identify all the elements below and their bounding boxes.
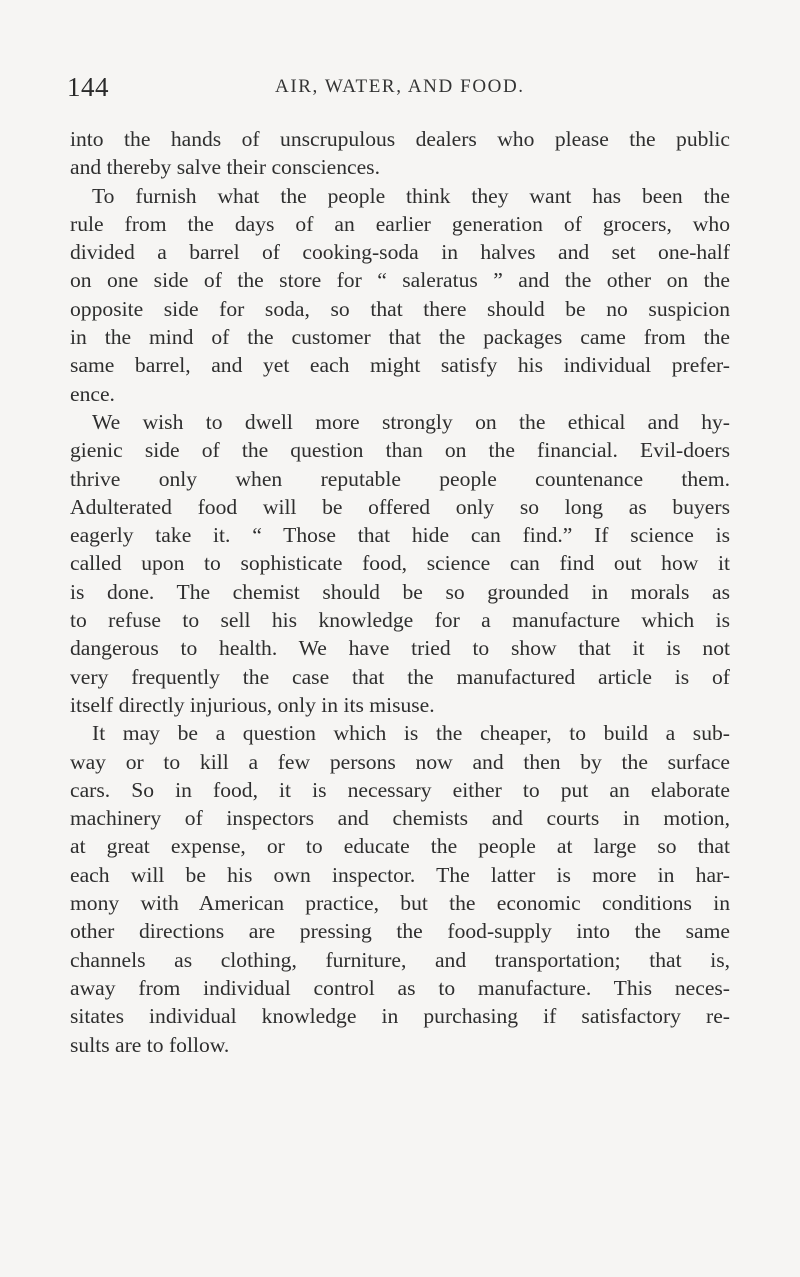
text-line: channels as clothing, furniture, and transportation; that is, (70, 947, 730, 972)
text-line: away from individual control as to manufacture. This neces- (70, 975, 730, 1000)
text-line: machinery of inspectors and chemists and courts in motion, (70, 806, 730, 831)
running-head: AIR, WATER, AND FOOD. (275, 76, 525, 97)
text-line: mony with American practice, but the economic conditions in (70, 891, 730, 916)
text-line: each will be his own inspector. The latter is more in har- (70, 862, 730, 887)
text-line: to refuse to sell his knowledge for a manufacture which is (70, 608, 730, 633)
text-line: eagerly take it. “ Those that hide can find.” If science is (70, 523, 730, 548)
text-line: same barrel, and yet each might satisfy his individual prefer- (70, 353, 730, 378)
text-line: is done. The chemist should be so grounded in morals as (70, 579, 730, 604)
text-line: gienic side of the question than on the financial. Evil-doers (70, 438, 730, 463)
text-line: in the mind of the customer that the packages came from the (70, 325, 730, 350)
text-line: Adulterated food will be offered only so long as buyers (70, 494, 730, 519)
text-line: divided a barrel of cooking-soda in halves and set one-half (70, 240, 730, 265)
text-line: itself directly injurious, only in its misuse. (70, 692, 435, 717)
text-line: To furnish what the people think they want has been the (92, 183, 730, 208)
text-line: We wish to dwell more strongly on the ethical and hy- (92, 409, 730, 434)
text-line: sults are to follow. (70, 1032, 230, 1057)
text-line: very frequently the case that the manufactured article is of (70, 664, 730, 689)
text-line: cars. So in food, it is necessary either to put an elaborate (70, 777, 730, 802)
page-number: 144 (67, 72, 109, 102)
text-line: sitates individual knowledge in purchasing if satisfactory re- (70, 1004, 730, 1029)
text-line: It may be a question which is the cheaper, to build a sub- (92, 721, 730, 746)
text-line: rule from the days of an earlier generation of grocers, who (70, 211, 730, 236)
text-line: and thereby salve their consciences. (70, 155, 380, 180)
text-line: dangerous to health. We have tried to show that it is not (70, 636, 730, 661)
text-line: thrive only when reputable people countenance them. (70, 466, 730, 491)
text-line: other directions are pressing the food-supply into the same (70, 919, 730, 944)
page-header (0, 72, 800, 102)
text-line: called upon to sophisticate food, science can find out how it (70, 551, 730, 576)
body-text (70, 125, 730, 1059)
text-line: way or to kill a few persons now and then by the surface (70, 749, 730, 774)
text-line: on one side of the store for “ saleratus ” and the other on the (70, 268, 730, 293)
text-line: at great expense, or to educate the people at large so that (70, 834, 730, 859)
text-line: into the hands of unscrupulous dealers who please the public (70, 127, 730, 151)
text-line: ence. (70, 381, 115, 406)
text-line: opposite side for soda, so that there should be no suspicion (70, 296, 730, 321)
